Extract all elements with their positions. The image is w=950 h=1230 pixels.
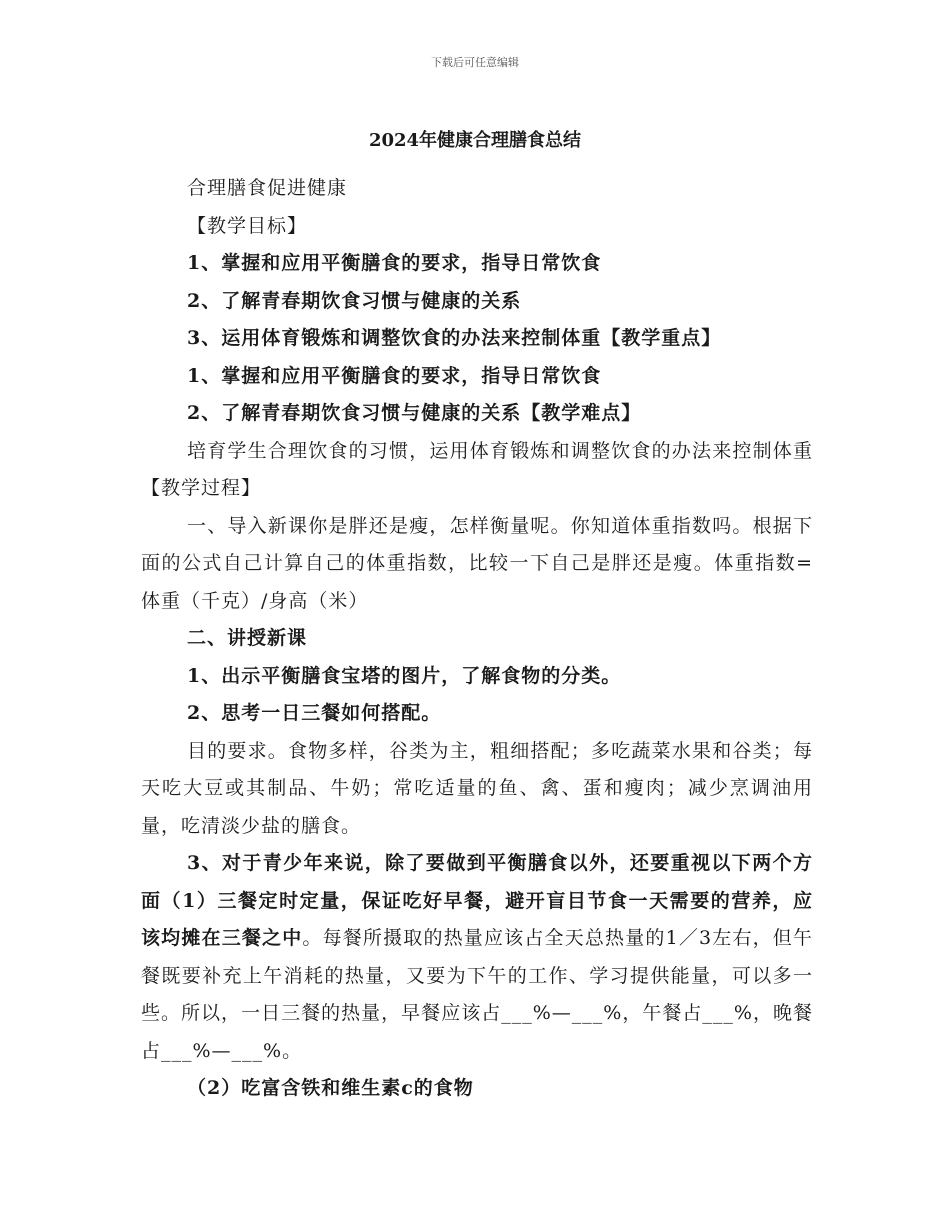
paragraph-step-3-text: 。每餐所摄取的热量应该占全天总热量的1／3左右，但午餐既要补充上午消耗的热量，又要为下午的工作、学习提供能量，可以多一些。所以，一日三餐的热量，早餐应该占___%—___%，午餐占___%，晚餐占___%—___%。 [141,927,813,1062]
paragraph-section-2: 二、讲授新课 [187,627,308,649]
paragraph-step-1: 1、出示平衡膳食宝塔的图片，了解食物的分类。 [187,664,622,687]
paragraph-intro: 一、导入新课你是胖还是瘦，怎样衡量呢。你知道体重指数吗。根据下面的公式自己计算自己的体重指数，比较一下自己是胖还是瘦。体重指数=体重（千克）/身高（米） [141,514,813,612]
document-title: 2024年健康合理膳食总结 [368,130,582,151]
document-body [141,170,813,1108]
paragraph-requirements: 目的要求。食物多样，谷类为主，粗细搭配；多吃蔬菜水果和谷类；每天吃大豆或其制品、牛奶；常吃适量的鱼、禽、蛋和瘦肉；减少烹调油用量，吃清淡少盐的膳食。 [141,739,813,837]
paragraph-goal-3: 3、运用体育锻炼和调整饮食的办法来控制体重【教学重点】 [187,327,722,349]
paragraph-goal-2: 2、了解青春期饮食习惯与健康的关系 [187,289,522,312]
paragraph-key-1: 1、掌握和应用平衡膳食的要求，指导日常饮食 [187,364,602,387]
page-header: 下载后可任意编辑 [431,56,519,69]
paragraph-goal-1: 1、掌握和应用平衡膳食的要求，指导日常饮食 [187,252,602,274]
paragraph-step-2: 2、思考一日三餐如何搭配。 [187,702,442,724]
paragraph-step-3-bold: 3、对于青少年来说，除了要做到平衡膳食以外，还要重视以下两个方面（1）三餐定时定量，保证吃好早餐，避开盲目节食一天需要的营养，应该均摊在三餐之中 [141,852,813,949]
paragraph-goal-heading: 【教学目标】 [187,214,308,237]
paragraph-key-2: 2、了解青春期饮食习惯与健康的关系【教学难点】 [187,402,642,424]
paragraph-iron-vitamin: （2）吃富含铁和维生素c的食物 [187,1077,474,1099]
paragraph-difficulty: 培育学生合理饮食的习惯，运用体育锻炼和调整饮食的办法来控制体重【教学过程】 [141,439,813,499]
paragraph-step-3 [141,845,813,1070]
paragraph-subtitle: 合理膳食促进健康 [187,177,348,199]
